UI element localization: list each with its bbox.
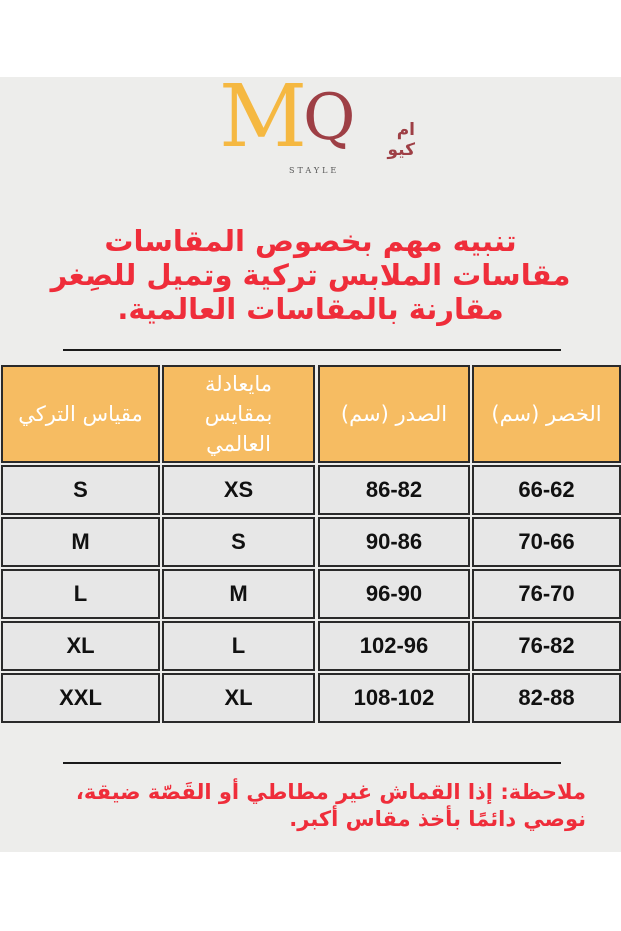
brand-logo [215,67,415,182]
header-turkish-size: مقياس التركي [1,365,160,463]
logo-letter-q: Q [303,81,356,155]
divider-bottom [63,762,561,764]
divider-top [63,349,561,351]
logo-arabic-name: ام كيو [387,120,415,160]
table-row [0,465,621,515]
header-international-equivalent: مايعادلة بمقايس العالمي [162,365,315,463]
header-chest: الصدر (سم) [318,365,470,463]
note-line-2: نوصي دائمًا بأخذ مقاس أكبر. [289,807,586,831]
cell-chest: 90-86 [318,517,470,567]
cell-international-size: L [162,621,315,671]
cell-chest: 102-96 [318,621,470,671]
cell-turkish-size: L [1,569,160,619]
note-line-1: ملاحظة: إذا القماش غير مطاطي أو القَصّة ضيقة، [75,780,586,804]
cell-chest: 96-90 [318,569,470,619]
logo-tagline: STAYLE [289,166,340,175]
cell-waist: 66-62 [472,465,621,515]
cell-international-size: M [162,569,315,619]
cell-international-size: XS [162,465,315,515]
table-header-row [0,365,621,463]
logo-letter-m: M [219,67,308,167]
cell-international-size: XL [162,673,315,723]
headline-line-3: مقارنة بالمقاسات العالمية. [117,292,504,326]
cell-chest: 86-82 [318,465,470,515]
cell-waist: 76-82 [472,621,621,671]
table-row [0,621,621,671]
fit-note [20,779,586,833]
table-row [0,569,621,619]
cell-turkish-size: XL [1,621,160,671]
headline-line-1: تنبيه مهم بخصوص المقاسات [104,224,517,258]
cell-waist: 76-70 [472,569,621,619]
cell-turkish-size: XXL [1,673,160,723]
cell-international-size: S [162,517,315,567]
size-warning-headline [20,224,601,326]
table-row [0,517,621,567]
headline-line-2: مقاسات الملابس تركية وتميل للصِغر [50,258,571,292]
cell-turkish-size: S [1,465,160,515]
table-row [0,673,621,723]
header-waist: الخصر (سم) [472,365,621,463]
cell-turkish-size: M [1,517,160,567]
cell-waist: 70-66 [472,517,621,567]
cell-chest: 108-102 [318,673,470,723]
cell-waist: 82-88 [472,673,621,723]
